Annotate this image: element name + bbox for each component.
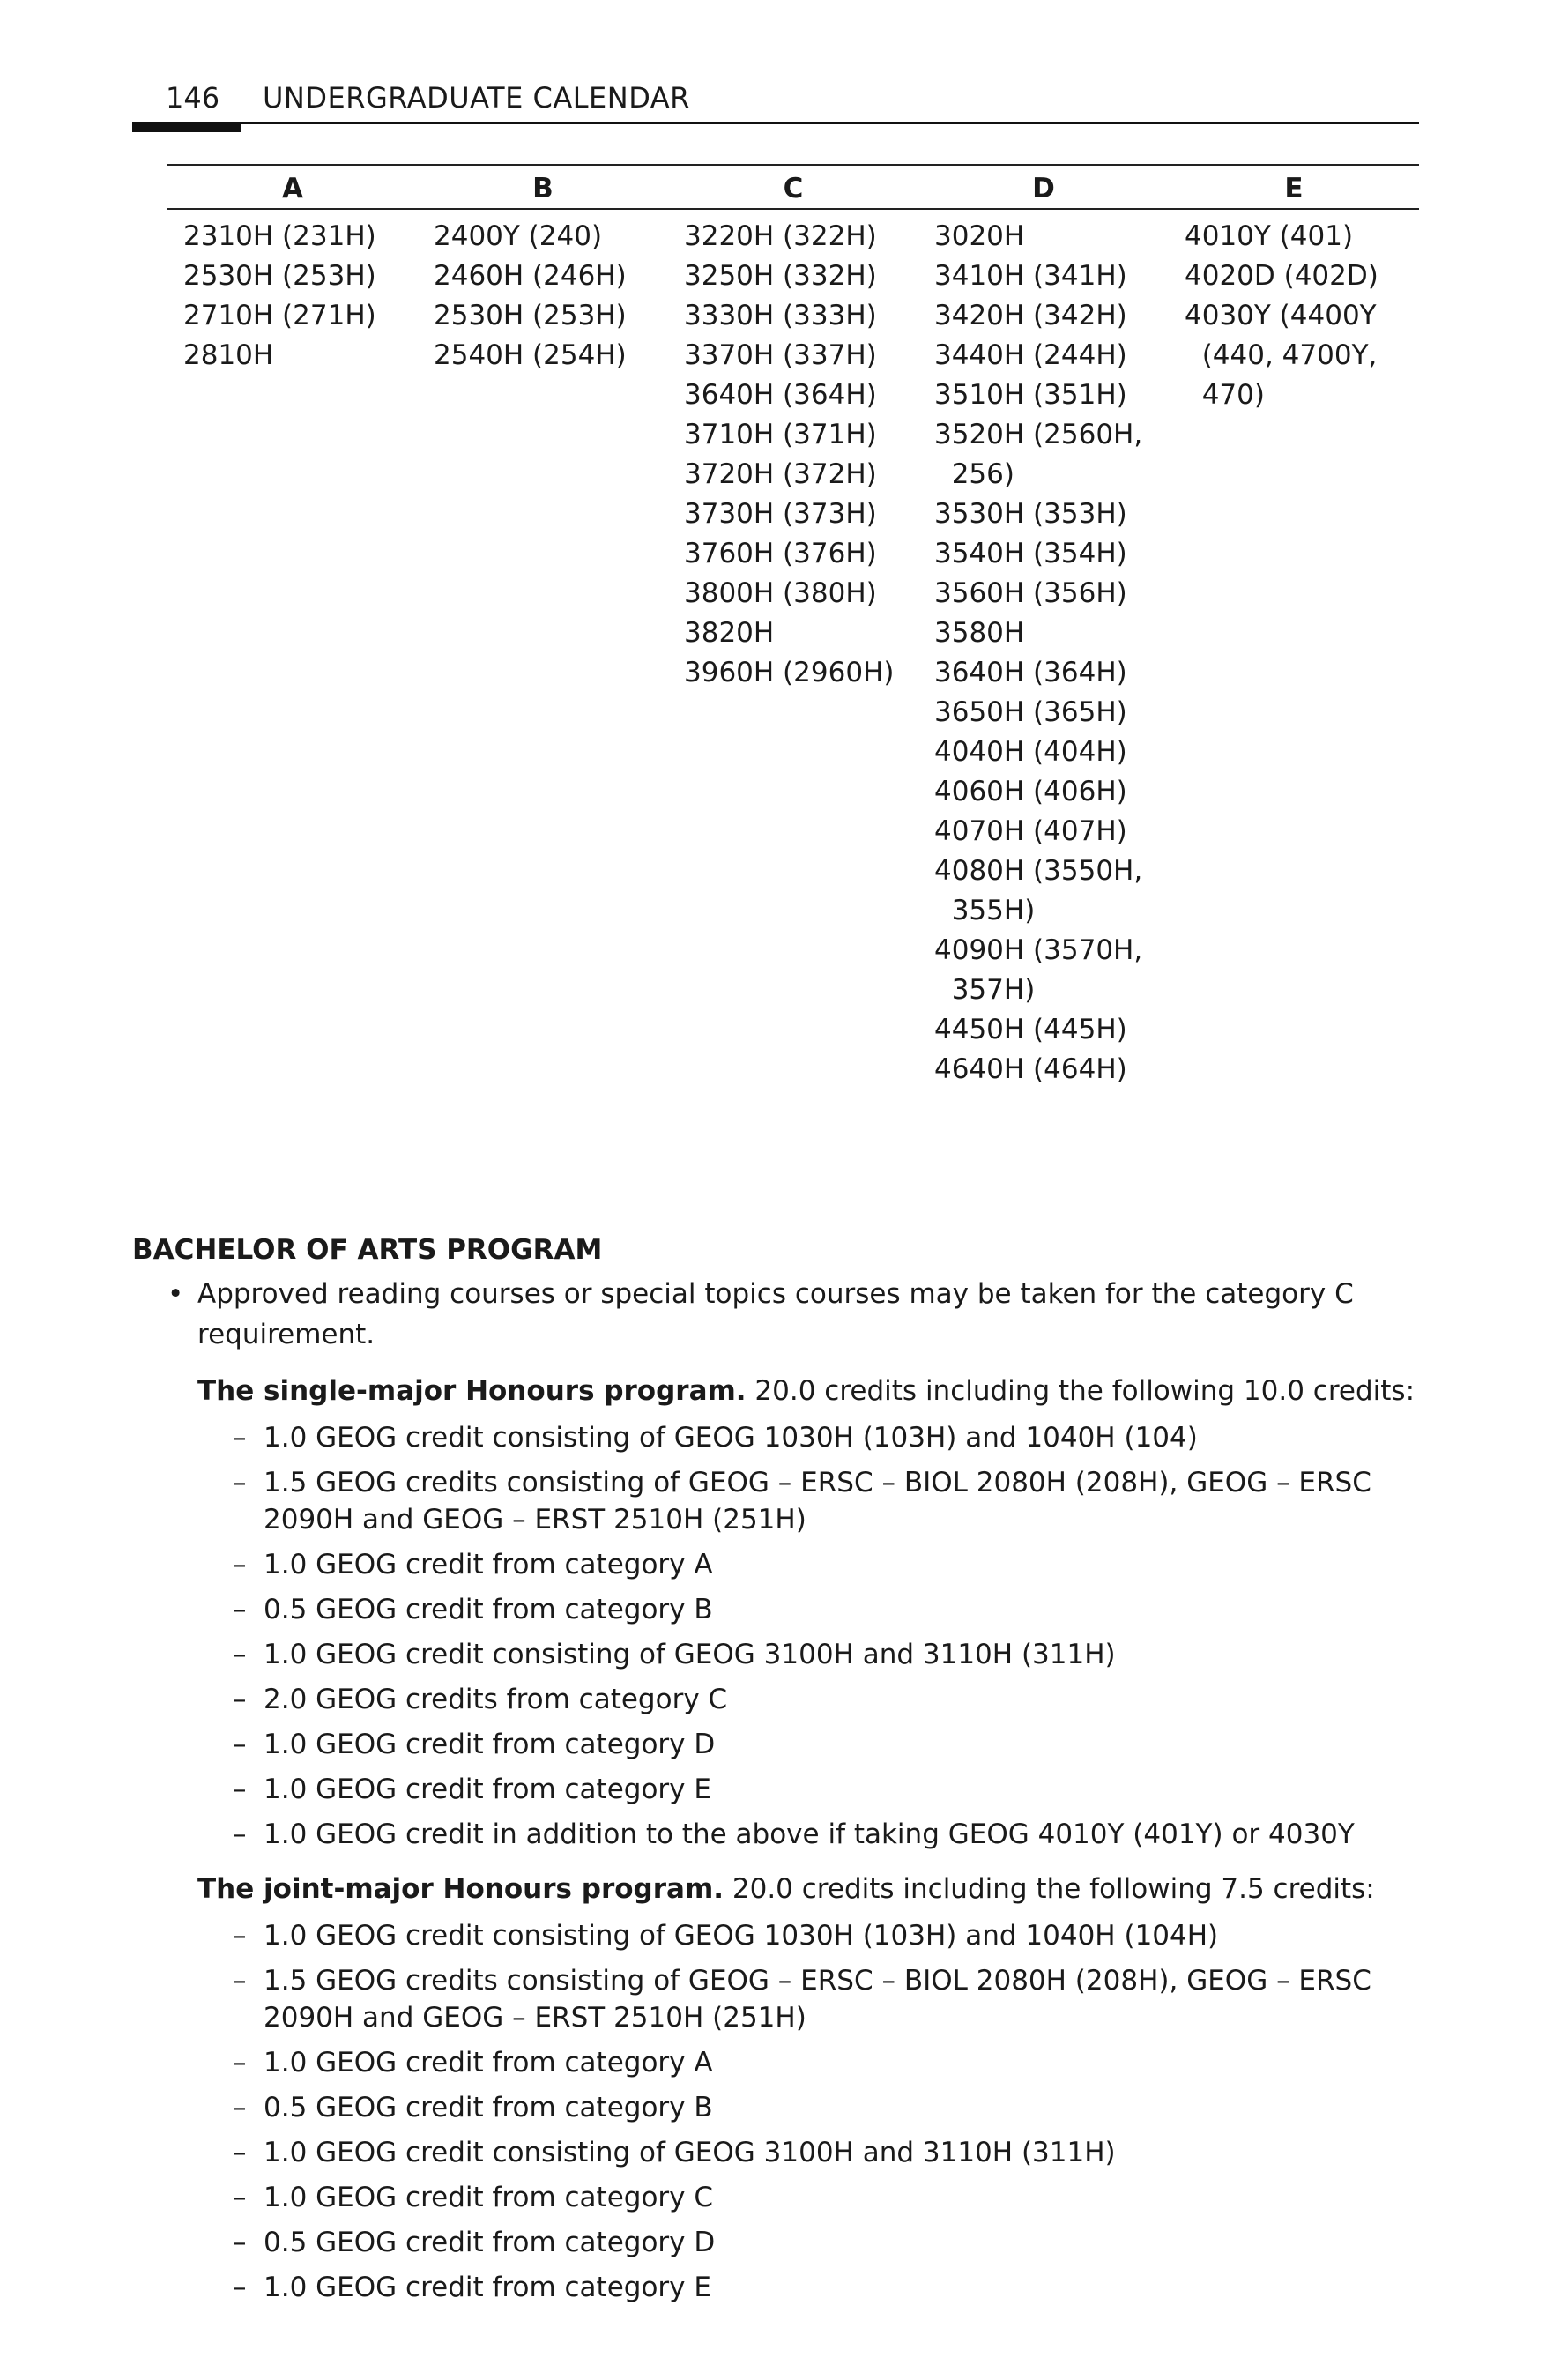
requirement-text: 1.0 GEOG credit consisting of GEOG 3100H and 3110H (311H)	[264, 1639, 1116, 1670]
table-cell: 3800H (380H)	[684, 577, 877, 609]
table-cell: 3730H (373H)	[684, 498, 877, 530]
table-cell: 2540H (254H)	[434, 339, 627, 371]
dash-icon: –	[233, 2272, 247, 2303]
program-block	[132, 1869, 1419, 2306]
table-cell: 4020D (402D)	[1185, 260, 1378, 292]
table-cell: 2310H (231H)	[183, 220, 376, 252]
program-heading	[197, 1371, 1419, 1411]
table-header-rule	[167, 208, 1419, 210]
dash-icon: –	[233, 1684, 247, 1715]
program-name: The single-major Honours program.	[197, 1375, 747, 1407]
dash-icon: –	[233, 1729, 247, 1760]
table-cell: 4010Y (401)	[1185, 220, 1354, 252]
dash-icon: –	[233, 1920, 247, 1952]
requirement-text: 1.0 GEOG credit from category A	[264, 1549, 713, 1580]
header-bar	[132, 122, 241, 132]
table-cell: 4450H (445H)	[934, 1014, 1127, 1045]
requirement-item	[197, 1816, 1419, 1853]
running-title: UNDERGRADUATE CALENDAR	[263, 81, 690, 115]
table-cell: 3410H (341H)	[934, 260, 1127, 292]
requirement-text: 1.0 GEOG credit in addition to the above if taking GEOG 4010Y (401Y) or 4030Y	[264, 1818, 1355, 1850]
table-cell: 3640H (364H)	[684, 379, 877, 411]
table-cell: 3440H (244H)	[934, 339, 1127, 371]
table-cell: 3960H (2960H)	[684, 657, 895, 688]
table-cell: 3760H (376H)	[684, 538, 877, 569]
dash-icon: –	[233, 2092, 247, 2123]
table-column-c	[684, 217, 931, 693]
table-header-e: E	[1284, 173, 1304, 205]
table-cell: 3330H (333H)	[684, 300, 877, 331]
dash-icon: –	[233, 1422, 247, 1454]
dash-icon: –	[233, 2182, 247, 2213]
table-cell: 3530H (353H)	[934, 498, 1127, 530]
requirement-text: 1.5 GEOG credits consisting of GEOG – ERSC – BIOL 2080H (208H), GEOG – ERSC 2090H and GEOG – ERST 2510H (251H)	[264, 1965, 1371, 2034]
dash-icon: –	[233, 2137, 247, 2168]
requirement-text: 1.0 GEOG credit from category A	[264, 2047, 713, 2079]
header-rule	[132, 122, 1419, 124]
table-cell: 3370H (337H)	[684, 339, 877, 371]
requirement-item	[197, 1681, 1419, 1718]
table-cell: 3710H (371H)	[684, 419, 877, 450]
program-list	[132, 1371, 1419, 2306]
requirement-item	[197, 1726, 1419, 1763]
requirement-item	[197, 2269, 1419, 2306]
requirement-item	[197, 2089, 1419, 2126]
requirement-text: 1.0 GEOG credit consisting of GEOG 1030H (103H) and 1040H (104H)	[264, 1920, 1219, 1952]
requirement-text: 0.5 GEOG credit from category B	[264, 1594, 713, 1625]
requirement-item	[197, 1419, 1419, 1456]
program-description: 20.0 credits including the following 10.0 credits:	[746, 1375, 1416, 1407]
requirement-item	[197, 1591, 1419, 1628]
program-section	[132, 1230, 1419, 2306]
table-top-rule	[167, 164, 1419, 166]
dash-icon: –	[233, 1549, 247, 1580]
requirement-text: 1.5 GEOG credits consisting of GEOG – ERSC – BIOL 2080H (208H), GEOG – ERSC 2090H and GEOG – ERST 2510H (251H)	[264, 1467, 1371, 1536]
table-cell: 4640H (464H)	[934, 1053, 1127, 1085]
bullet-text: Approved reading courses or special topics courses may be taken for the category C requirement.	[197, 1278, 1354, 1350]
table-column-a	[183, 217, 430, 376]
table-header-a: A	[282, 173, 303, 205]
requirement-text: 0.5 GEOG credit from category D	[264, 2227, 716, 2258]
dash-icon: –	[233, 1467, 247, 1499]
table-cell: 4090H (3570H, 357H)	[934, 934, 1143, 1006]
program-heading	[197, 1869, 1419, 1909]
dash-icon: –	[233, 1639, 247, 1670]
table-column-e	[1185, 217, 1431, 415]
requirement-text: 0.5 GEOG credit from category B	[264, 2092, 713, 2123]
bullet-note	[132, 1274, 1419, 1355]
table-cell: 4030Y (4400Y (440, 4700Y, 470)	[1185, 300, 1378, 411]
table-cell: 2710H (271H)	[183, 300, 376, 331]
bullet-icon: •	[167, 1278, 184, 1310]
dash-icon: –	[233, 2227, 247, 2258]
requirement-item	[197, 1464, 1419, 1538]
table-cell: 2810H	[183, 339, 274, 371]
table-cell: 3520H (2560H, 256)	[934, 419, 1143, 490]
table-cell: 2530H (253H)	[434, 300, 627, 331]
table-column-b	[434, 217, 680, 376]
requirement-text: 1.0 GEOG credit consisting of GEOG 3100H and 3110H (311H)	[264, 2137, 1116, 2168]
table-cell: 3540H (354H)	[934, 538, 1127, 569]
requirement-item	[197, 2044, 1419, 2081]
table-cell: 3640H (364H)	[934, 657, 1127, 688]
table-cell: 4040H (404H)	[934, 736, 1127, 768]
table-cell: 4080H (3550H, 355H)	[934, 855, 1143, 926]
table-cell: 3560H (356H)	[934, 577, 1127, 609]
program-description: 20.0 credits including the following 7.5 credits:	[724, 1873, 1375, 1905]
requirement-item	[197, 2134, 1419, 2171]
section-title: BACHELOR OF ARTS PROGRAM	[132, 1234, 603, 1266]
table-header-b: B	[532, 173, 554, 205]
table-cell: 3650H (365H)	[934, 696, 1127, 728]
table-cell: 2400Y (240)	[434, 220, 603, 252]
table-cell: 2530H (253H)	[183, 260, 376, 292]
table-cell: 2460H (246H)	[434, 260, 627, 292]
table-cell: 3720H (372H)	[684, 458, 877, 490]
table-cell: 3020H	[934, 220, 1025, 252]
program-name: The joint-major Honours program.	[197, 1873, 724, 1905]
table-header-d: D	[1032, 173, 1055, 205]
table-cell: 4060H (406H)	[934, 776, 1127, 807]
table-cell: 3220H (322H)	[684, 220, 877, 252]
requirement-text: 1.0 GEOG credit from category D	[264, 1729, 716, 1760]
requirement-text: 1.0 GEOG credit from category E	[264, 2272, 711, 2303]
requirement-item	[197, 1546, 1419, 1583]
requirement-item	[197, 2179, 1419, 2216]
dash-icon: –	[233, 1818, 247, 1850]
dash-icon: –	[233, 1965, 247, 1997]
program-block	[132, 1371, 1419, 1853]
page-header	[132, 81, 1419, 134]
table-cell: 3510H (351H)	[934, 379, 1127, 411]
table-cell: 4070H (407H)	[934, 815, 1127, 847]
table-header-c: C	[783, 173, 804, 205]
table-column-d	[934, 217, 1181, 1090]
requirement-text: 1.0 GEOG credit from category E	[264, 1774, 711, 1805]
requirement-item	[197, 1917, 1419, 1954]
requirement-text: 1.0 GEOG credit consisting of GEOG 1030H (103H) and 1040H (104)	[264, 1422, 1198, 1454]
requirement-item	[197, 2224, 1419, 2261]
requirement-item	[197, 1962, 1419, 2036]
dash-icon: –	[233, 1774, 247, 1805]
table-cell: 3420H (342H)	[934, 300, 1127, 331]
requirement-text: 2.0 GEOG credits from category C	[264, 1684, 728, 1715]
requirement-text: 1.0 GEOG credit from category C	[264, 2182, 714, 2213]
requirement-item	[197, 1636, 1419, 1673]
dash-icon: –	[233, 2047, 247, 2079]
table-cell: 3250H (332H)	[684, 260, 877, 292]
page-number: 146	[166, 81, 220, 115]
table-cell: 3820H	[684, 617, 775, 649]
dash-icon: –	[233, 1594, 247, 1625]
table-cell: 3580H	[934, 617, 1025, 649]
requirement-item	[197, 1771, 1419, 1808]
